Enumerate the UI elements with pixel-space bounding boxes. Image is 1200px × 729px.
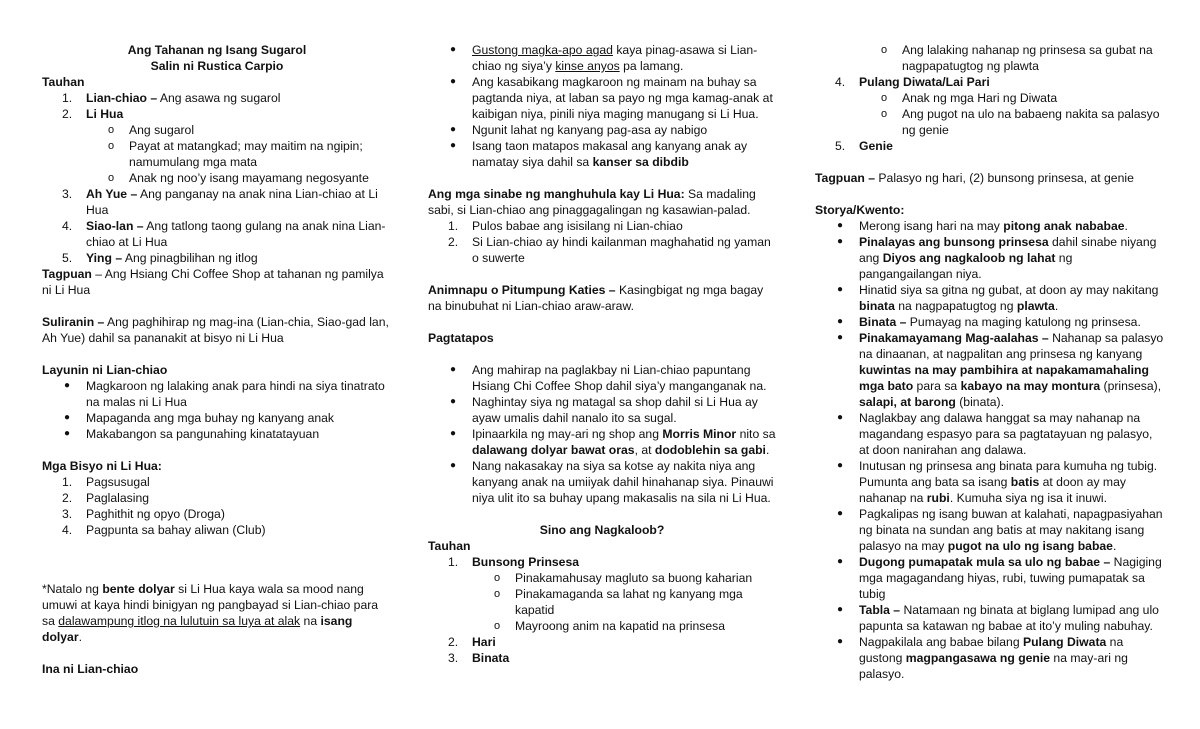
list-item: ● Tabla – Natamaan ng binata at biglang lumipad ang ulo papunta sa katawan ng babae at ito’y muling nabuhay. <box>837 603 1159 633</box>
column-3 <box>815 42 1165 682</box>
list-item: o Pinakamahusay magluto sa buong kaharian <box>494 571 753 585</box>
storya-heading: Storya/Kwento: <box>815 203 905 217</box>
tauhan-heading-2: Tauhan <box>428 539 471 553</box>
list-item: ● Naghintay siya ng matagal sa shop dahil si Li Hua ay ayaw umalis dahil nanalo ito sa sugal. <box>450 395 758 425</box>
list-item: 4. Pulang Diwata/Lai Pari <box>835 75 990 89</box>
list-item: ● Ang kasabikang magkaroon ng mainam na buhay sa pagtanda niya, at laban sa payo ng mga kamag-anak at kaibigan niya, pinili niya maging manugang si Li Hua. <box>450 75 773 121</box>
list-item: ● Binata – Pumayag na maging katulong ng prinsesa. <box>837 315 1141 329</box>
column-2 <box>428 42 776 666</box>
list-item: ● Merong isang hari na may pitong anak nababae. <box>837 219 1128 233</box>
list-item: 2. Si Lian-chiao ay hindi kailanman maghahatid ng yaman o suwerte <box>448 235 771 265</box>
list-item: ● Pinalayas ang bunsong prinsesa dahil sinabe niyang ang Diyos ang nagkaloob ng lahat ng pangangailangan niya. <box>837 235 1157 281</box>
list-item: 1. Pulos babae ang isisilang ni Lian-chiao <box>448 219 683 233</box>
list-item: 2. Hari <box>448 635 496 649</box>
ina-heading: Ina ni Lian-chiao <box>42 662 139 676</box>
tagpuan-paragraph: Tagpuan – Ang Hsiang Chi Coffee Shop at tahanan ng pamilya ni Li Hua <box>42 267 384 297</box>
list-item: ● Pagkalipas ng isang buwan at kalahati, napagpasiyahan ng binata na sundan ang batis at may nakitang isang palasyo na may pugot na ulo ng isang babae. <box>837 507 1163 553</box>
list-item: 3. Ah Yue – Ang panganay na anak nina Lian-chiao at Li Hua <box>62 187 378 217</box>
sino-title: Sino ang Nagkaloob? <box>539 523 665 537</box>
list-item: 1. Pagsusugal <box>62 475 150 489</box>
list-item: o Anak ng noo’y isang mayamang negosyante <box>108 171 369 185</box>
list-item: 2. Paglalasing <box>62 491 150 505</box>
katies-paragraph: Animnapu o Pitumpung Katies – Kasingbigat ng mga bagay na binubuhat ni Lian-chiao araw-araw. <box>428 283 764 313</box>
note-paragraph: *Natalo ng bente dolyar si Li Hua kaya wala sa mood nang umuwi at kaya hindi binigyan ng pangbayad si Lian-chiao para sa dalawampung itlog na lulutuin sa luya at alak na isang dolyar. <box>42 582 379 644</box>
list-item: 1. Lian-chiao – Ang asawa ng sugarol <box>62 91 281 105</box>
document-subtitle: Salin ni Rustica Carpio <box>150 59 284 73</box>
list-item: o Pinakamaganda sa lahat ng kanyang mga kapatid <box>494 587 743 617</box>
bisyo-heading: Mga Bisyo ni Li Hua: <box>42 459 162 473</box>
list-item: o Anak ng mga Hari ng Diwata <box>881 91 1058 105</box>
column-1 <box>42 42 392 677</box>
list-item: ● Pinakamayamang Mag-aalahas – Nahanap sa palasyo na dinaanan, at nagpalitan ang prinsesa ng kanyang kuwintas na may pambihira at napakamamahaling mga bato para sa kabayo na may montura (prinsesa), salapi, at barong (binata). <box>837 331 1164 409</box>
list-item: 5. Genie <box>835 139 893 153</box>
list-item: ● Ipinaarkila ng may-ari ng shop ang Morris Minor nito sa dalawang dolyar bawat oras, at dodoblehin sa gabi. <box>450 427 776 457</box>
list-item: ● Makabangon sa pangunahing kinatatayuan <box>64 427 320 441</box>
storya-list <box>815 218 1165 682</box>
sinabe-paragraph: Ang mga sinabe ng manghuhula kay Li Hua: Sa madaling sabi, si Lian-chiao ang pinaggagalingan ng kasawian-palad. <box>428 187 756 217</box>
list-item: 1. Bunsong Prinsesa <box>448 555 580 569</box>
list-item: 2. Li Hua <box>62 107 124 121</box>
suliranin-paragraph: Suliranin – Ang paghihirap ng mag-ina (Lian-chia, Siao-gad lan, Ah Yue) dahil sa pananakit at bisyo ni Li Hua <box>42 315 389 345</box>
list-item: ● Nang nakasakay na siya sa kotse ay nakita niya ang kanyang anak na umiiyak dahil hinahanap siya. Pinauwi niya ulit ito sa buhay upang makasalis na sila ni Li Hua. <box>450 459 774 505</box>
list-item: ● Inutusan ng prinsesa ang binata para kumuha ng tubig. Pumunta ang bata sa isang batis at doon ay may nahanap na rubi. Kumuha siya ng isa it inuwi. <box>837 459 1158 505</box>
list-item: 4. Pagpunta sa bahay aliwan (Club) <box>62 523 266 537</box>
list-item: o Payat at matangkad; may maitim na ngipin; namumulang mga mata <box>108 139 363 169</box>
list-item: 4. Siao-lan – Ang tatlong taong gulang na anak nina Lian-chiao at Li Hua <box>62 219 386 249</box>
list-item: 3. Paghithit ng opyo (Droga) <box>62 507 225 521</box>
list-item: o Ang pugot na ulo na babaeng nakita sa palasyo ng genie <box>881 107 1160 137</box>
list-item: ● Dugong pumapatak mula sa ulo ng babae – Nagiging mga magagandang hiyas, rubi, tuwing pumapatak sa tubig <box>837 555 1162 601</box>
list-item: o Mayroong anim na kapatid na prinsesa <box>494 619 726 633</box>
tauhan-heading: Tauhan <box>42 75 85 89</box>
list-item: o Ang sugarol <box>108 123 195 137</box>
layunin-heading: Layunin ni Lian-chiao <box>42 363 168 377</box>
list-item: ● Gustong magka-apo agad kaya pinag-asawa si Lian-chiao ng siya’y kinse anyos pa lamang. <box>450 43 758 73</box>
list-item: ● Magkaroon ng lalaking anak para hindi na siya tinatrato na malas ni Li Hua <box>64 379 385 409</box>
list-item: ● Mapaganda ang mga buhay ng kanyang anak <box>64 411 335 425</box>
list-item: ● Isang taon matapos makasal ang kanyang anak ay namatay siya dahil sa kanser sa dibdib <box>450 139 748 169</box>
list-item: ● Nagpakilala ang babae bilang Pulang Diwata na gustong magpangasawa ng genie na may-ari ng palasyo. <box>837 635 1128 681</box>
list-item: o Ang lalaking nahanap ng prinsesa sa gubat na nagpapatugtog ng plawta <box>881 43 1153 73</box>
document-title: Ang Tahanan ng Isang Sugarol <box>127 43 307 57</box>
list-item: 5. Ying – Ang pinagbilihan ng itlog <box>62 251 258 265</box>
list-item: 3. Binata <box>448 651 510 665</box>
pagtatapos-heading: Pagtatapos <box>428 331 494 345</box>
list-item: ● Ang mahirap na paglakbay ni Lian-chiao papuntang Hsiang Chi Coffee Shop dahil siya’y manganganak na. <box>450 363 767 393</box>
list-item: ● Naglakbay ang dalawa hanggat sa may nahanap na magandang espasyo para sa pagtatayuan ng palasyo, at doon nanirahan ang dalawa. <box>837 411 1153 457</box>
tagpuan-paragraph-2: Tagpuan – Palasyo ng hari, (2) bunsong prinsesa, at genie <box>815 171 1134 185</box>
list-item: ● Ngunit lahat ng kanyang pag-asa ay nabigo <box>450 123 708 137</box>
list-item: ● Hinatid siya sa gitna ng gubat, at doon ay may nakitang binata na nagpapatugtog ng plawta. <box>837 283 1159 313</box>
